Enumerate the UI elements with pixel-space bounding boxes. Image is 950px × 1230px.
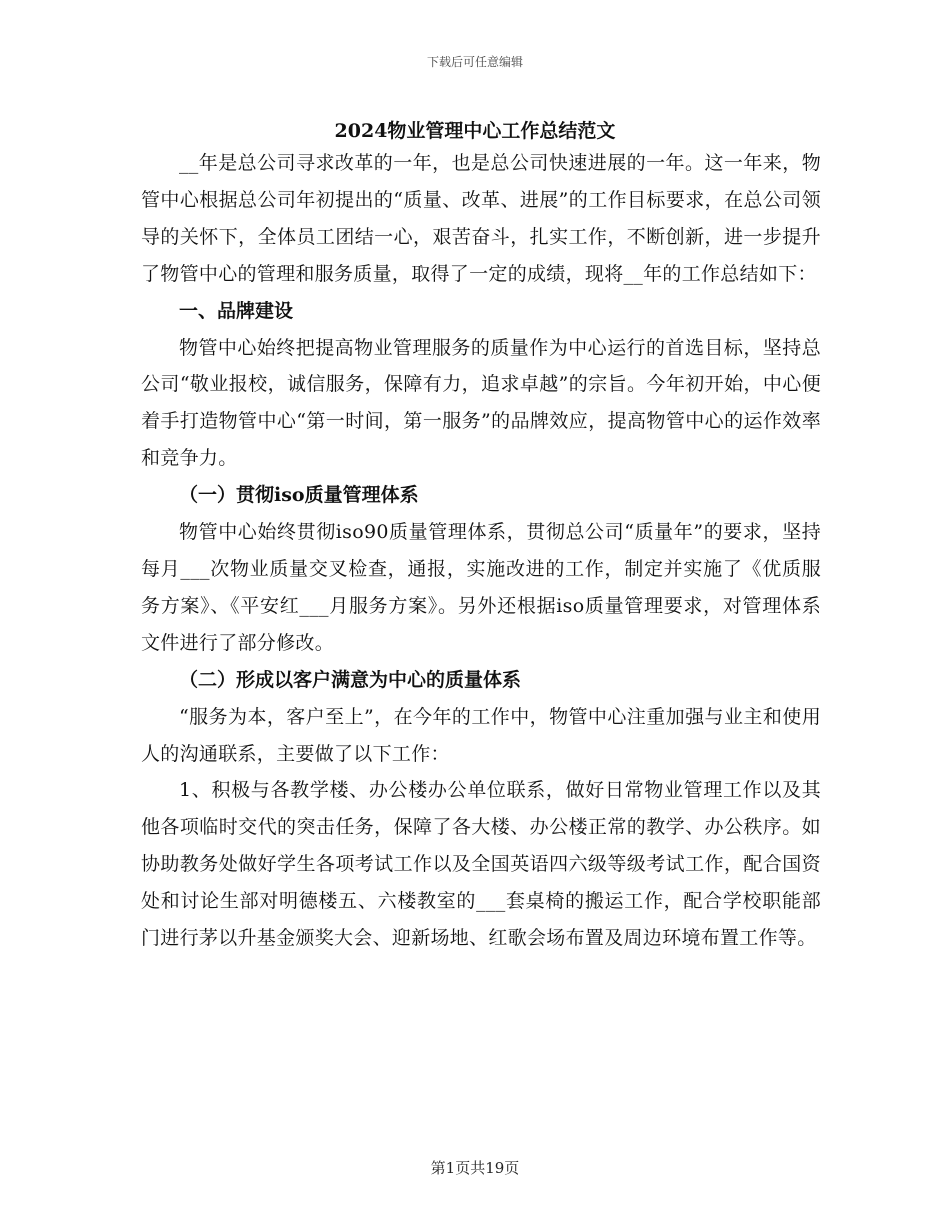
section-heading-brand: 一、品牌建设 [179,299,294,322]
document-title: 2024物业管理中心工作总结范文 [334,120,616,142]
subsection-heading-iso: （一）贯彻iso质量管理体系 [179,484,419,507]
paragraph-brand: 物管中心始终把提高物业管理服务的质量作为中心运行的首选目标，坚持总公司“敬业报校，诚信服务，保障有力，追求卓越”的宗旨。今年初开始，中心便着手打造物管中心“第一时间，第一服务”的品牌效应，提高物管中心的运作效率和竞争力。 [141,336,821,470]
page-header-note: 下载后可任意编辑 [426,55,523,69]
paragraph-item-1: 1、积极与各教学楼、办公楼办公单位联系，做好日常物业管理工作以及其他各项临时交代的突击任务，保障了各大楼、办公楼正常的教学、办公秩序。如协助教务处做好学生各项考试工作以及全国英语四六级等级考试工作，配合国资处和讨论生部对明德楼五、六楼教室的___套桌椅的搬运工作，配合学校职能部门进行茅以升基金颁奖大会、迎新场地、红歌会场布置及周边环境布置工作等。 [141,779,821,950]
paragraph-customer: “服务为本，客户至上”，在今年的工作中，物管中心注重加强与业主和使用人的沟通联系，主要做了以下工作： [141,705,821,765]
page-number: 第1页共19页 [430,1159,520,1177]
subsection-heading-customer: （二）形成以客户满意为中心的质量体系 [179,668,522,691]
document-body [141,145,821,957]
paragraph-intro: __年是总公司寻求改革的一年，也是总公司快速进展的一年。这一年来，物管中心根据总公司年初提出的“质量、改革、进展”的工作目标要求，在总公司领导的关怀下，全体员工团结一心，艰苦奋斗，扎实工作，不断创新，进一步提升了物管中心的管理和服务质量，取得了一定的成绩，现将__年的工作总结如下： [141,152,821,285]
paragraph-iso: 物管中心始终贯彻iso90质量管理体系，贯彻总公司“质量年”的要求，坚持每月___次物业质量交叉检查，通报，实施改进的工作，制定并实施了《优质服务方案》、《平安红___月服务方案》。另外还根据iso质量管理要求，对管理体系文件进行了部分修改。 [141,521,821,654]
